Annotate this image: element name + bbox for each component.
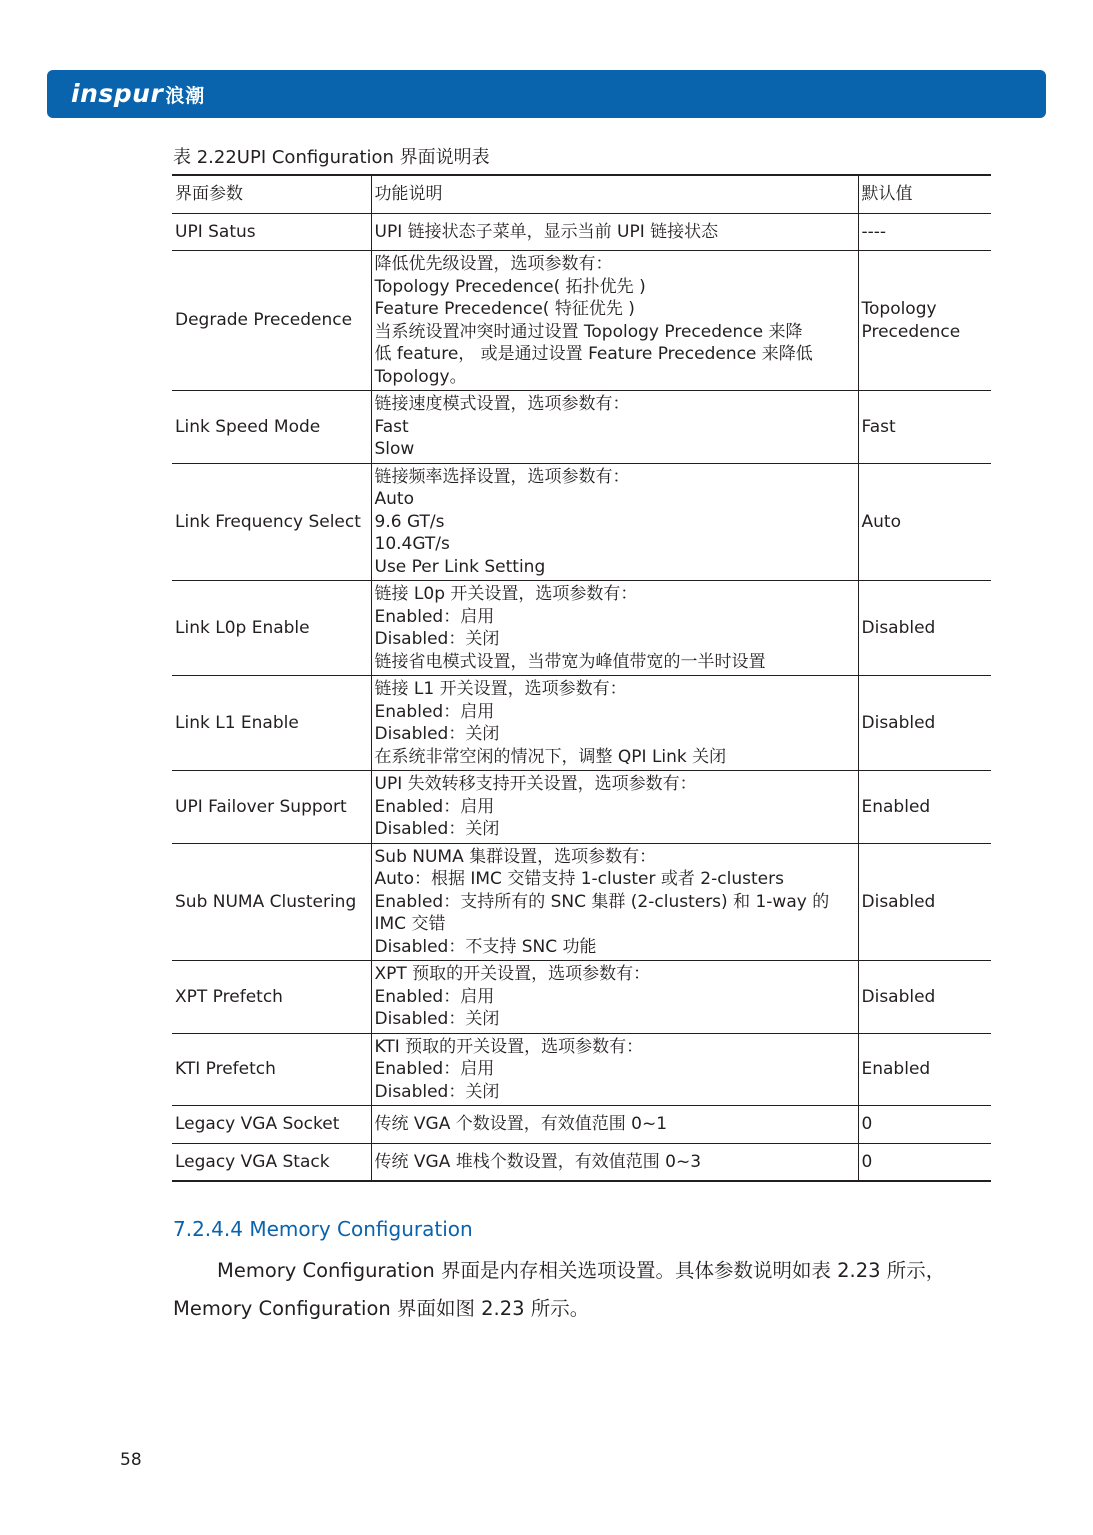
desc-line: Disabled：关闭 (374, 629, 500, 649)
default-line: Disabled (861, 712, 936, 733)
desc-line: 降低优先级设置，选项参数有： (374, 254, 613, 274)
cell-desc (371, 463, 858, 581)
cell-default (858, 1143, 991, 1181)
desc-line: 在系统非常空闲的情况下，调整 QPI Link 关闭 (374, 746, 727, 767)
default-line: ---- (861, 221, 887, 242)
desc-line: Auto (374, 489, 414, 509)
desc-line: 链接省电模式设置，当带宽为峰值带宽的一半时设置 (374, 651, 766, 672)
desc-line: Enabled：启用 (374, 986, 495, 1007)
default-line: 0 (861, 1114, 873, 1134)
logo-text: inspur (71, 79, 164, 108)
table-row (172, 771, 991, 844)
desc-line: 链接速度模式设置，选项参数有： (374, 394, 630, 414)
cell-desc (371, 581, 858, 676)
cell-default (858, 213, 991, 251)
cell-default (858, 1106, 991, 1144)
upi-config-table (172, 174, 991, 1182)
default-line: Disabled (861, 891, 936, 912)
default-line: 0 (861, 1151, 873, 1172)
paragraph-line: Memory Configuration 界面是内存相关选项设置。具体参数说明如表 2.23 所示， (217, 1259, 946, 1282)
desc-line: 传统 VGA 个数设置，有效值范围 0~1 (374, 1114, 668, 1134)
cell-desc (371, 676, 858, 771)
cell-default (858, 463, 991, 581)
desc-line: Topology。 (374, 366, 467, 387)
desc-line: Disabled：关闭 (374, 819, 500, 839)
desc-line: Disabled：关闭 (374, 724, 500, 744)
cell-param: UPI Failover Support (172, 771, 371, 844)
inspur-logo (71, 79, 205, 111)
desc-line: 传统 VGA 堆栈个数设置，有效值范围 0~3 (374, 1151, 702, 1172)
table-row (172, 1106, 991, 1144)
cell-default (858, 391, 991, 464)
desc-line: UPI 链接状态子菜单，显示当前 UPI 链接状态 (374, 221, 719, 242)
default-line: Disabled (861, 617, 936, 638)
cell-param: Link L1 Enable (172, 676, 371, 771)
cell-default (858, 251, 991, 391)
header-default: 默认值 (858, 175, 991, 213)
cell-desc (371, 1143, 858, 1181)
cell-default (858, 676, 991, 771)
desc-line: Feature Precedence( 特征优先 ) (374, 299, 635, 319)
logo-cn-text: 浪潮 (165, 85, 206, 107)
desc-line: XPT 预取的开关设置，选项参数有： (374, 964, 651, 984)
desc-line: Enabled：支持所有的 SNC 集群 (2-clusters) 和 1-way 的 (374, 891, 830, 912)
cell-default (858, 771, 991, 844)
table-header-row (172, 175, 991, 213)
cell-desc (371, 251, 858, 391)
desc-line: UPI 失效转移支持开关设置，选项参数有： (374, 774, 697, 794)
section-heading: 7.2.4.4 Memory Configuration (173, 1217, 473, 1241)
desc-line: Enabled：启用 (374, 701, 495, 722)
desc-line: IMC 交错 (374, 914, 446, 934)
cell-desc (371, 213, 858, 251)
desc-line: Auto：根据 IMC 交错支持 1-cluster 或者 2-clusters (374, 869, 784, 889)
table-row (172, 463, 991, 581)
table-row (172, 251, 991, 391)
cell-desc (371, 771, 858, 844)
cell-param: Legacy VGA Stack (172, 1143, 371, 1181)
table-body (172, 175, 991, 1181)
default-line: Fast (861, 416, 896, 437)
cell-param: Link Speed Mode (172, 391, 371, 464)
default-line: Precedence (861, 321, 961, 342)
desc-line: Disabled：关闭 (374, 1081, 500, 1102)
table-row (172, 843, 991, 961)
table-row (172, 581, 991, 676)
cell-param: XPT Prefetch (172, 961, 371, 1034)
header-banner (47, 70, 1046, 118)
cell-param: Legacy VGA Socket (172, 1106, 371, 1144)
desc-line: 当系统设置冲突时通过设置 Topology Precedence 来降 (374, 321, 803, 342)
desc-line: Enabled：启用 (374, 1059, 495, 1079)
desc-line: 9.6 GT/s (374, 511, 445, 532)
desc-line: Topology Precedence( 拓扑优先 ) (374, 276, 646, 297)
desc-line: Enabled：启用 (374, 796, 495, 817)
table-row (172, 391, 991, 464)
cell-param: Sub NUMA Clustering (172, 843, 371, 961)
desc-line: 链接频率选择设置，选项参数有： (374, 466, 630, 487)
paragraph-line: Memory Configuration 界面如图 2.23 所示。 (173, 1297, 590, 1320)
desc-line: Enabled：启用 (374, 606, 495, 627)
page-number: 58 (120, 1450, 142, 1470)
desc-line: 低 feature， 或是通过设置 Feature Precedence 来降低 (374, 344, 813, 364)
desc-line: Sub NUMA 集群设置，选项参数有： (374, 846, 657, 867)
desc-line: Fast (374, 416, 409, 437)
cell-desc (371, 1033, 858, 1106)
table-row (172, 961, 991, 1034)
header-param: 界面参数 (172, 175, 371, 213)
desc-line: 10.4GT/s (374, 534, 450, 554)
table-caption: 表 2.22UPI Configuration 界面说明表 (173, 147, 490, 168)
table-row (172, 1143, 991, 1181)
table-row (172, 676, 991, 771)
default-line: Auto (861, 511, 901, 532)
cell-default (858, 843, 991, 961)
desc-line: 链接 L0p 开关设置，选项参数有： (374, 584, 638, 604)
desc-line: Disabled：关闭 (374, 1009, 500, 1029)
cell-param: Link L0p Enable (172, 581, 371, 676)
desc-line: Slow (374, 439, 415, 459)
cell-desc (371, 961, 858, 1034)
default-line: Enabled (861, 796, 931, 817)
desc-line: 链接 L1 开关设置，选项参数有： (374, 679, 627, 699)
cell-default (858, 961, 991, 1034)
default-line: Disabled (861, 986, 936, 1007)
desc-line: Use Per Link Setting (374, 556, 546, 577)
cell-param: UPI Satus (172, 213, 371, 251)
header-desc: 功能说明 (371, 175, 858, 213)
cell-desc (371, 1106, 858, 1144)
cell-param: Degrade Precedence (172, 251, 371, 391)
cell-desc (371, 843, 858, 961)
desc-line: Disabled：不支持 SNC 功能 (374, 936, 597, 957)
table-row (172, 1033, 991, 1106)
cell-desc (371, 391, 858, 464)
cell-default (858, 581, 991, 676)
cell-param: KTI Prefetch (172, 1033, 371, 1106)
table-row (172, 213, 991, 251)
default-line: Enabled (861, 1059, 931, 1079)
cell-param: Link Frequency Select (172, 463, 371, 581)
section-paragraph (173, 1252, 993, 1328)
desc-line: KTI 预取的开关设置，选项参数有： (374, 1036, 644, 1057)
cell-default (858, 1033, 991, 1106)
default-line: Topology (861, 299, 937, 319)
